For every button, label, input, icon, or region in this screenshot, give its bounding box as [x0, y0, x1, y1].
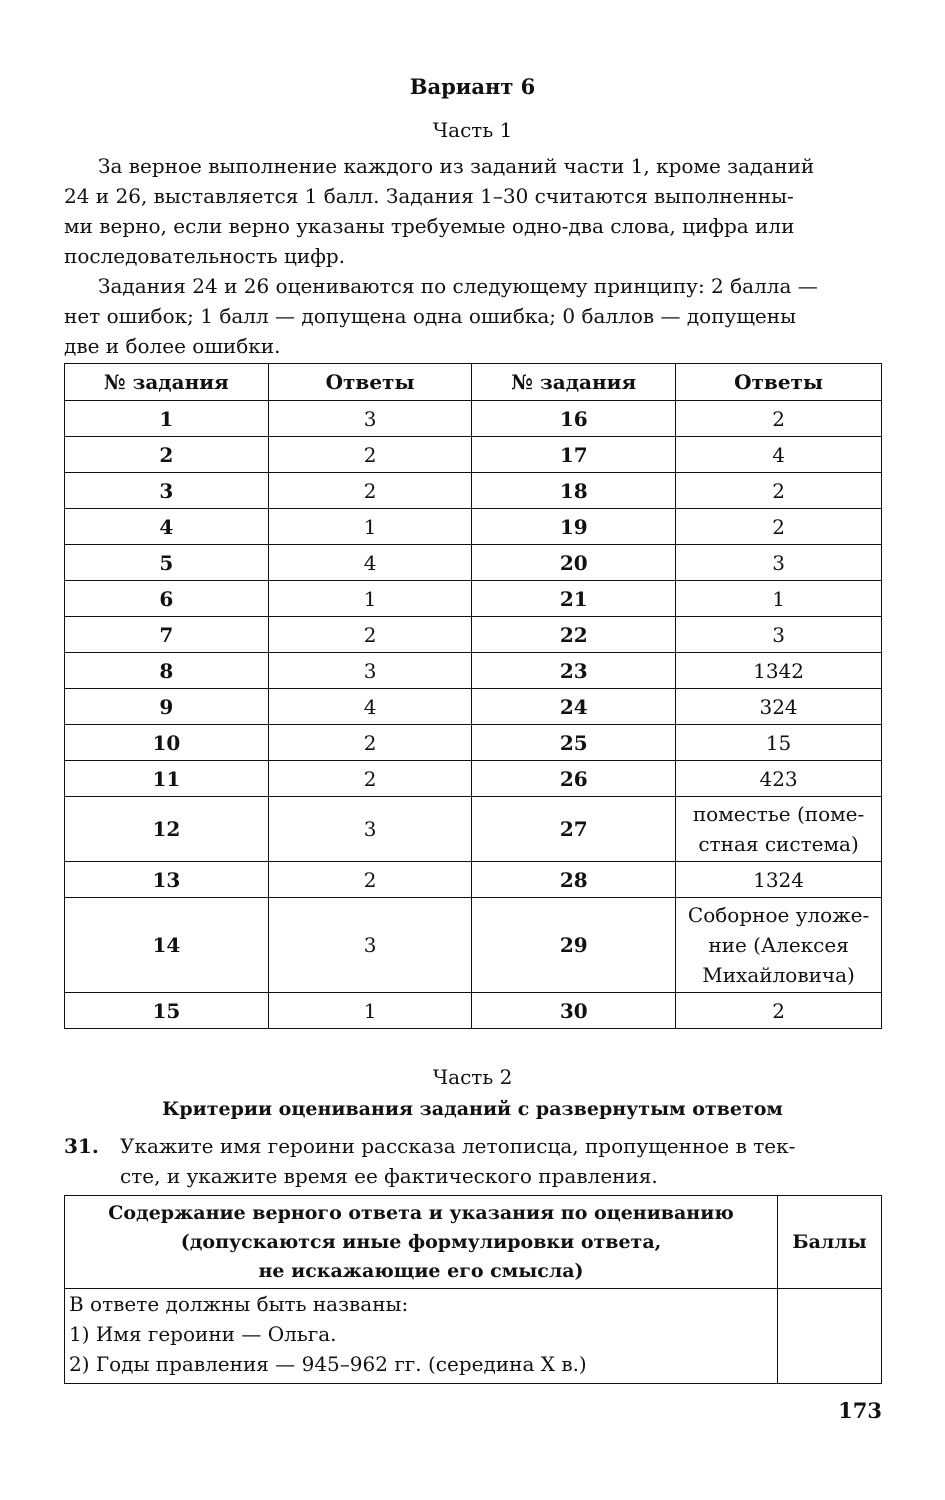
- table-row: [65, 862, 882, 898]
- table-row: [65, 437, 882, 473]
- table-row: [65, 725, 882, 761]
- answer-cell: [676, 473, 882, 509]
- answer-line: Михайловича): [702, 963, 855, 987]
- paragraph-line: нет ошибок; 1 балл — допущена одна ошибка; 0 баллов — допущены: [64, 304, 796, 328]
- header-answers: Ответы: [676, 364, 882, 401]
- criteria-content-line: В ответе должны быть названы:: [69, 1292, 409, 1316]
- answer-cell: [676, 617, 882, 653]
- header-task-number: № задания: [65, 364, 269, 401]
- answer-cell: 3: [268, 653, 472, 689]
- answer-line: стная система): [698, 832, 859, 856]
- task-number-cell: 11: [65, 761, 269, 797]
- task-text-line: Укажите имя героини рассказа летописца, пропущенное в тек-: [120, 1134, 796, 1158]
- answer-line: поместье (поме-: [692, 802, 865, 826]
- part2-title: Часть 2: [432, 1065, 513, 1089]
- variant-title: Вариант 6: [409, 74, 536, 99]
- criteria-header-line: не искажающие его смысла): [258, 1259, 584, 1282]
- answer-cell: 3: [268, 797, 472, 862]
- answer-cell: 2: [268, 725, 472, 761]
- answer-cell: [676, 761, 882, 797]
- table-row: [65, 993, 882, 1029]
- criteria-content: [65, 1289, 778, 1384]
- part1-paragraph2: [64, 271, 882, 361]
- task-number-cell: 28: [472, 862, 676, 898]
- task-number-cell: 12: [65, 797, 269, 862]
- criteria-title: Критерии оценивания заданий с развернутым ответом: [162, 1098, 783, 1120]
- task-number-cell: 17: [472, 437, 676, 473]
- task-number-cell: 3: [65, 473, 269, 509]
- table-row: [65, 617, 882, 653]
- criteria-header-line: (допускаются иные формулировки ответа,: [180, 1230, 662, 1253]
- answer-line: 3: [772, 622, 785, 647]
- answer-cell: 3: [268, 401, 472, 437]
- task-number-cell: 6: [65, 581, 269, 617]
- answer-cell: [676, 898, 882, 993]
- task-number-cell: 4: [65, 509, 269, 545]
- task-number-cell: 26: [472, 761, 676, 797]
- criteria-table: [64, 1195, 882, 1384]
- task-number-cell: 8: [65, 653, 269, 689]
- answer-cell: 2: [268, 761, 472, 797]
- answer-cell: 2: [268, 862, 472, 898]
- paragraph-line: последовательность цифр.: [64, 244, 346, 268]
- answer-line: 1342: [753, 658, 805, 683]
- table-row: [65, 653, 882, 689]
- paragraph-line-text: За верное выполнение каждого из заданий части 1, кроме заданий: [98, 154, 815, 178]
- task-number-cell: 25: [472, 725, 676, 761]
- paragraph-line: [64, 271, 882, 301]
- answer-line: 324: [759, 694, 798, 719]
- answer-cell: [676, 797, 882, 862]
- criteria-content-line: 2) Годы правления — 945–962 гг. (середина X в.): [69, 1352, 587, 1376]
- answer-cell: [676, 401, 882, 437]
- task-number: 31.: [64, 1134, 99, 1158]
- task-number-cell: 21: [472, 581, 676, 617]
- task-number-cell: 24: [472, 689, 676, 725]
- answer-line: 2: [772, 998, 785, 1023]
- paragraph-line: 24 и 26, выставляется 1 балл. Задания 1–30 считаются выполненны-: [64, 184, 794, 208]
- answer-cell: [676, 581, 882, 617]
- header-task-number: № задания: [472, 364, 676, 401]
- task-number-cell: 1: [65, 401, 269, 437]
- task-number-cell: 2: [65, 437, 269, 473]
- answer-line: ние (Алексея: [708, 933, 849, 957]
- table-row: [65, 401, 882, 437]
- task-number-cell: 19: [472, 509, 676, 545]
- task-text: [120, 1131, 882, 1191]
- answer-cell: 3: [268, 898, 472, 993]
- task-31: [64, 1131, 882, 1191]
- task-number-cell: 30: [472, 993, 676, 1029]
- task-number-cell: 22: [472, 617, 676, 653]
- answer-cell: 2: [268, 617, 472, 653]
- task-number-cell: 10: [65, 725, 269, 761]
- answer-cell: 2: [268, 437, 472, 473]
- table-row: [65, 581, 882, 617]
- header-answers: Ответы: [268, 364, 472, 401]
- task-number-cell: 5: [65, 545, 269, 581]
- answer-cell: 1: [268, 509, 472, 545]
- task-number-cell: 14: [65, 898, 269, 993]
- table-row: [65, 797, 882, 862]
- answer-line: 423: [759, 766, 798, 791]
- answer-cell: [676, 545, 882, 581]
- part1-title: Часть 1: [432, 118, 513, 142]
- criteria-score: [778, 1289, 882, 1384]
- answer-line: 2: [772, 406, 785, 431]
- answer-cell: 4: [268, 545, 472, 581]
- paragraph-line-text: Задания 24 и 26 оцениваются по следующему принципу: 2 балла —: [98, 274, 818, 298]
- answer-line: Соборное уложе-: [687, 903, 870, 927]
- answer-line: 2: [772, 478, 785, 503]
- answer-cell: [676, 689, 882, 725]
- task-number-cell: 29: [472, 898, 676, 993]
- task-number-cell: 9: [65, 689, 269, 725]
- criteria-content-line: 1) Имя героини — Ольга.: [69, 1322, 337, 1346]
- task-text-line: сте, и укажите время ее фактического правления.: [120, 1164, 658, 1188]
- answer-cell: 4: [268, 689, 472, 725]
- answer-line: 1: [772, 586, 785, 611]
- answer-line: 2: [772, 514, 785, 539]
- paragraph-line: ми верно, если верно указаны требуемые одно-два слова, цифра или: [64, 214, 795, 238]
- answer-line: 15: [765, 730, 792, 755]
- answer-line: 1324: [753, 867, 805, 892]
- table-row: [65, 473, 882, 509]
- task-number-cell: 15: [65, 993, 269, 1029]
- task-number-cell: 27: [472, 797, 676, 862]
- answer-cell: 2: [268, 473, 472, 509]
- answer-line: 3: [772, 550, 785, 575]
- answer-cell: [676, 437, 882, 473]
- criteria-header-score: Баллы: [778, 1196, 882, 1289]
- answer-cell: 1: [268, 581, 472, 617]
- answer-line: 4: [772, 442, 785, 467]
- table-row: [65, 545, 882, 581]
- task-number-cell: 18: [472, 473, 676, 509]
- answer-cell: [676, 862, 882, 898]
- answer-cell: [676, 725, 882, 761]
- task-number-cell: 20: [472, 545, 676, 581]
- table-row: [65, 898, 882, 993]
- task-number-cell: 23: [472, 653, 676, 689]
- answer-cell: 1: [268, 993, 472, 1029]
- paragraph-line: две и более ошибки.: [64, 334, 281, 358]
- answer-cell: [676, 653, 882, 689]
- part1-paragraph1: [64, 151, 882, 271]
- answer-cell: [676, 509, 882, 545]
- answer-cell: [676, 993, 882, 1029]
- page-number: 173: [838, 1398, 882, 1423]
- answers-table: [64, 363, 882, 1029]
- paragraph-line: [64, 151, 882, 181]
- table-row: [65, 689, 882, 725]
- criteria-header-content: [65, 1196, 778, 1289]
- table-row: [65, 761, 882, 797]
- task-number-cell: 13: [65, 862, 269, 898]
- task-number-cell: 16: [472, 401, 676, 437]
- criteria-header-line: Содержание верного ответа и указания по оцениванию: [108, 1201, 734, 1224]
- table-row: [65, 509, 882, 545]
- task-number-cell: 7: [65, 617, 269, 653]
